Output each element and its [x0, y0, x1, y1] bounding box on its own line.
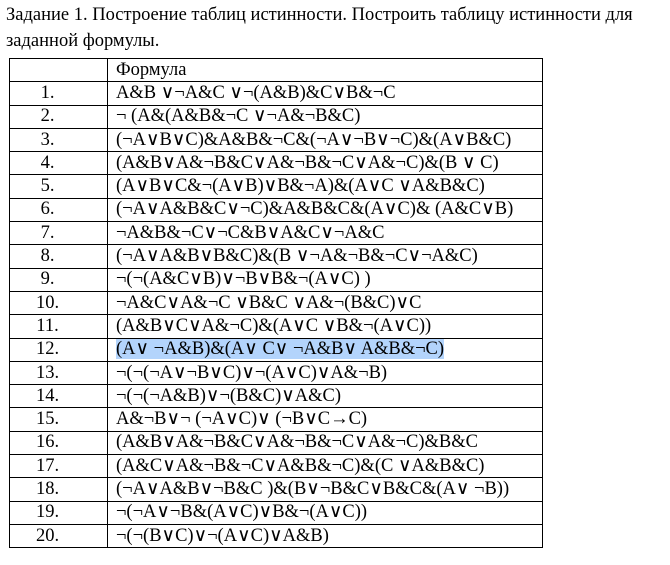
row-number: 4. [10, 152, 108, 175]
row-formula: (¬A∨A&B∨B&C)&(B ∨¬A&¬B&¬C∨¬A&C) [108, 245, 543, 268]
row-number: 3. [10, 128, 108, 151]
task-heading: Задание 1. Построение таблиц истинности. Построить таблицу истинности для заданной формулы. [6, 5, 633, 51]
table-body [10, 82, 543, 548]
table-row [10, 385, 543, 408]
row-formula: ¬ (A&(A&B&¬C ∨¬A&¬B&C) [108, 105, 543, 128]
row-formula: ¬(¬A∨¬B&(A∨C)∨B&¬(A∨C)) [108, 501, 543, 524]
table-row [10, 198, 543, 221]
table-row [10, 408, 543, 431]
row-formula-highlighted [108, 338, 543, 361]
row-formula: A&B ∨¬A&C ∨¬(A&B)&C∨B&¬C [108, 82, 543, 105]
row-number: 1. [10, 82, 108, 105]
formula-table [9, 58, 543, 548]
table-row [10, 175, 543, 198]
row-number: 10. [10, 291, 108, 314]
row-formula: (A&B∨C∨A&¬C)&(A∨C ∨B&¬(A∨C)) [108, 315, 543, 338]
row-formula: ¬A&C∨A&¬C ∨B&C ∨A&¬(B&C)∨C [108, 291, 543, 314]
table-row [10, 361, 543, 384]
row-formula: (¬A∨A&B∨¬B&C )&(B∨¬B&C∨B&C&(A∨ ¬B)) [108, 478, 543, 501]
row-number: 2. [10, 105, 108, 128]
row-formula: A&¬B∨¬ (¬A∨C)∨ (¬B∨C→C) [108, 408, 543, 431]
table-row [10, 152, 543, 175]
table-row [10, 431, 543, 454]
row-formula: (A&B∨A&¬B&C∨A&¬B&¬C∨A&¬C)&B&C [108, 431, 543, 454]
table-header-row [10, 59, 543, 82]
table-row [10, 105, 543, 128]
table-row [10, 524, 543, 547]
row-number: 15. [10, 408, 108, 431]
table-row [10, 478, 543, 501]
row-number: 8. [10, 245, 108, 268]
table-row [10, 268, 543, 291]
row-formula: ¬(¬(¬A&B)∨¬(B&C)∨A&C) [108, 385, 543, 408]
table-row [10, 291, 543, 314]
row-number: 13. [10, 361, 108, 384]
row-formula: ¬(¬(A&C∨B)∨¬B∨B&¬(A∨C) ) [108, 268, 543, 291]
row-number: 9. [10, 268, 108, 291]
row-number: 12. [10, 338, 108, 361]
row-number: 17. [10, 455, 108, 478]
row-formula: (A&B∨A&¬B&C∨A&¬B&¬C∨A&¬C)&(B ∨ C) [108, 152, 543, 175]
row-formula: (A∨B∨C&¬(A∨B)∨B&¬A)&(A∨C ∨A&B&C) [108, 175, 543, 198]
table-row [10, 245, 543, 268]
table-row [10, 315, 543, 338]
row-number: 16. [10, 431, 108, 454]
table-row [10, 455, 543, 478]
row-formula: (A&C∨A&¬B&¬C∨A&B&¬C)&(C ∨A&B&C) [108, 455, 543, 478]
row-formula: ¬(¬(B∨C)∨¬(A∨C)∨A&B) [108, 524, 543, 547]
row-formula: ¬A&B&¬C∨¬C&B∨A&C∨¬A&C [108, 222, 543, 245]
row-formula: (¬A∨A&B&C∨¬C)&A&B&C&(A∨C)& (A&C∨B) [108, 198, 543, 221]
table-row [10, 338, 543, 361]
table-row [10, 222, 543, 245]
row-number: 20. [10, 524, 108, 547]
table-row [10, 501, 543, 524]
row-number: 5. [10, 175, 108, 198]
row-number: 14. [10, 385, 108, 408]
row-number: 6. [10, 198, 108, 221]
row-formula: ¬(¬(¬A∨¬B∨C)∨¬(A∨C)∨A&¬B) [108, 361, 543, 384]
row-number: 11. [10, 315, 108, 338]
row-number: 18. [10, 478, 108, 501]
table-row [10, 82, 543, 105]
selected-text[interactable]: (A∨ ¬A&B)&(A∨ C∨ ¬A&B∨ A&B&¬C) [116, 339, 445, 360]
formula-header-cell: Формула [108, 59, 543, 82]
row-formula: (¬A∨B∨C)&A&B&¬C&(¬A∨¬B∨¬C)&(A∨B&C) [108, 128, 543, 151]
number-header-cell [10, 59, 108, 82]
table-row [10, 128, 543, 151]
row-number: 19. [10, 501, 108, 524]
row-number: 7. [10, 222, 108, 245]
